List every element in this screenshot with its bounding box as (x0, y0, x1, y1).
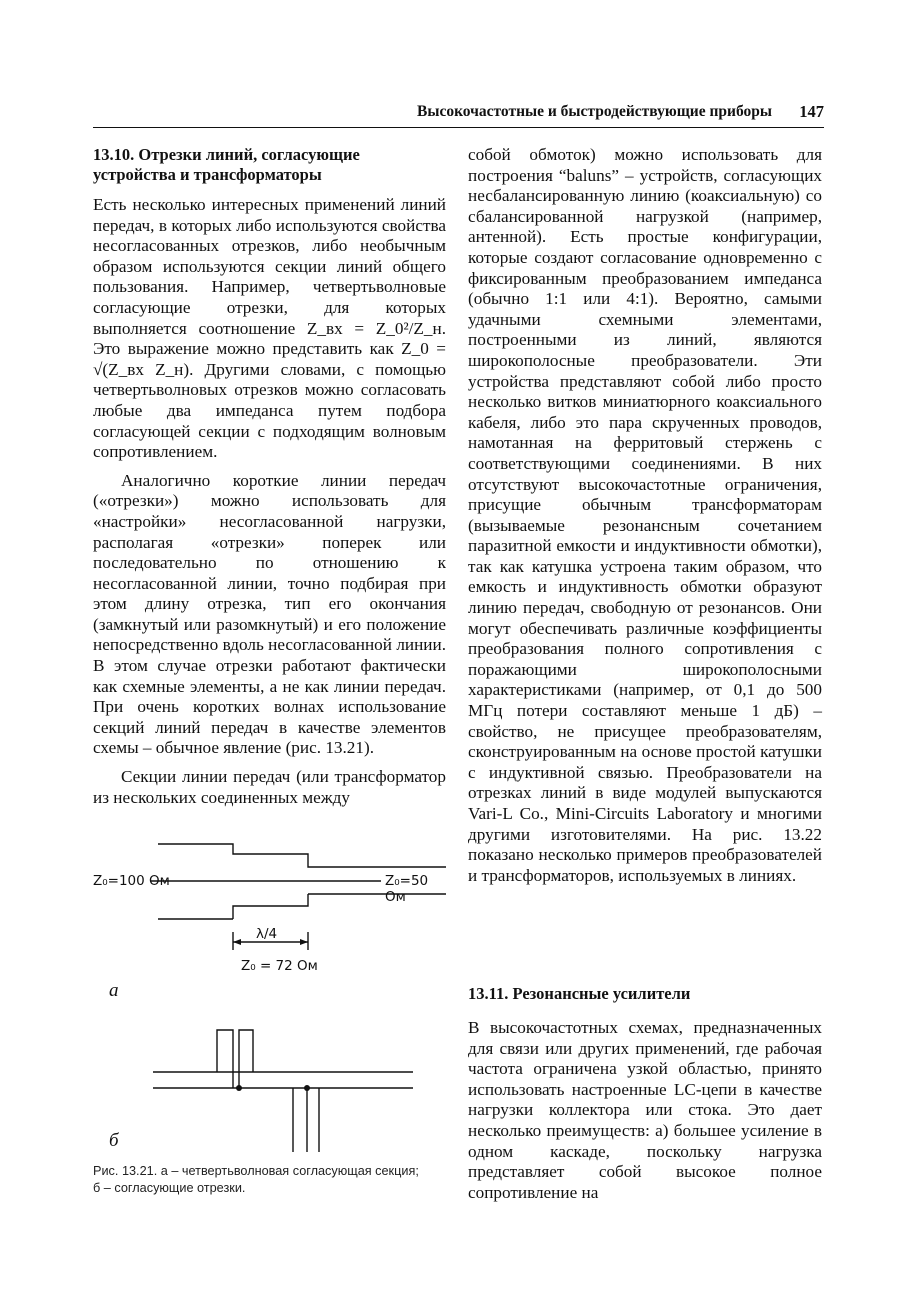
section-title-13-10: 13.10. Отрезки линий, согласующие устройства и трансформаторы (93, 145, 360, 184)
caption-line: Рис. 13.21. а – четвертьволновая согласующая секция; (93, 1164, 419, 1178)
paragraph: Аналогично короткие линии передач («отрезки») можно использовать для «настройки» несогласованной нагрузки, располагая «отрезки» поперек или последовательно по отношению к несогласованной линии, точно подбирая при этом длину отрезка, тип его окончания (замкнутый или разомкнутый) и его положение непосредственно вдоль несогласованной линии. В этом случае отрезки работают фактически как схемные элементы, а не как линии передач. При очень коротких волнах использование секций линий передач в качестве элементов схемы – обычное явление (рис. 13.21). (93, 470, 446, 758)
right-column (468, 145, 822, 886)
caption-line: б – согласующие отрезки. (93, 1181, 246, 1195)
impedance-label-right: Z₀=50 Ом (385, 873, 429, 905)
paragraph: Есть несколько интересных применений линий передач, в которых либо используются свойства несогласованных отрезков, либо необычным образом используются секции линий общего пользования. Например, четвертьволновые согласующие отрезки, для которых выполняется соотношение Z_вх = Z_0²/Z_н. Это выражение можно представить как Z_0 = √(Z_вх Z_н). Другими словами, с помощью четвертьволновых отрезков можно согласовать любые два импеданса путем подбора согласующей секции с подходящим волновым сопротивлением. (93, 195, 446, 462)
impedance-label-left: Z₀=100 Ом (93, 873, 170, 889)
lambda-label: λ/4 (256, 926, 278, 942)
paragraph: Секции линии передач (или трансформатор из нескольких соединенных между (93, 767, 446, 807)
running-title: Высокочастотные и быстродействующие приборы (417, 103, 772, 120)
paragraph: В высокочастотных схемах, предназначенных для связи или других применений, где рабочая частота ограничена узкой областью, принято использовать настроенные LC-цепи в качестве нагрузки коллектора или стока. Это дает несколько преимуществ: а) большее усиление в одном каскаде, поскольку нагрузка представляет собой высокое полное сопротивление на (468, 1018, 822, 1202)
figure-caption (93, 1163, 446, 1197)
running-header (93, 101, 824, 128)
upper-conductor (158, 844, 446, 867)
section-13-11 (468, 984, 822, 1203)
subfigure-label-b: б (109, 1130, 119, 1151)
page-number: 147 (799, 102, 824, 121)
lower-conductor (233, 894, 308, 919)
left-column (93, 145, 446, 808)
subfigure-label-a: а (109, 980, 119, 1001)
impedance-label-72: Z₀ = 72 Ом (241, 958, 318, 974)
section-title-13-11: 13.11. Резонансные усилители (468, 984, 691, 1003)
figure-13-21 (93, 832, 446, 1202)
paragraph: собой обмоток) можно использовать для построения “baluns” – устройств, согласующих несбалансированную линию (коаксиальную) со сбалансированной нагрузкой (например, антенной). Есть простые конфигурации, которые создают согласование одновременно с фиксированным преобразованием импеданса (обычно 1:1 или 4:1). Вероятно, самыми удачными схемными элементами, построенными из линий, являются широкополосные преобразователи. Эти устройства представляют собой либо просто несколько витков миниатюрного коаксиального кабеля, либо это пара скрученных проводов, намотанная на ферритовый стержень с соответствующими соединениями. В них отсутствуют высокочастотные ограничения, присущие обычным трансформаторам (вызываемые резонансным сочетанием паразитной емкости и индуктивности обмотки), так как катушка устроена таким образом, что емкость и индуктивность обмотки образуют линию передач, свободную от резонансов. Они могут обеспечивать различные коэффициенты преобразования полного сопротивления с поражающими широкополосными характеристиками (например, от 0,1 до 500 МГц потери составляют меньше 1 дБ) – свойство, не присущее преобразователям, сконструированным на основе простой катушки с индуктивной связью. Преобразователи на отрезках линий в виде модулей выпускаются Vari-L Co., Mini-Circuits Laboratory и многими другими изготовителями. На рис. 13.22 показано несколько примеров преобразователей и трансформаторов, используемых в линиях. (468, 145, 822, 885)
